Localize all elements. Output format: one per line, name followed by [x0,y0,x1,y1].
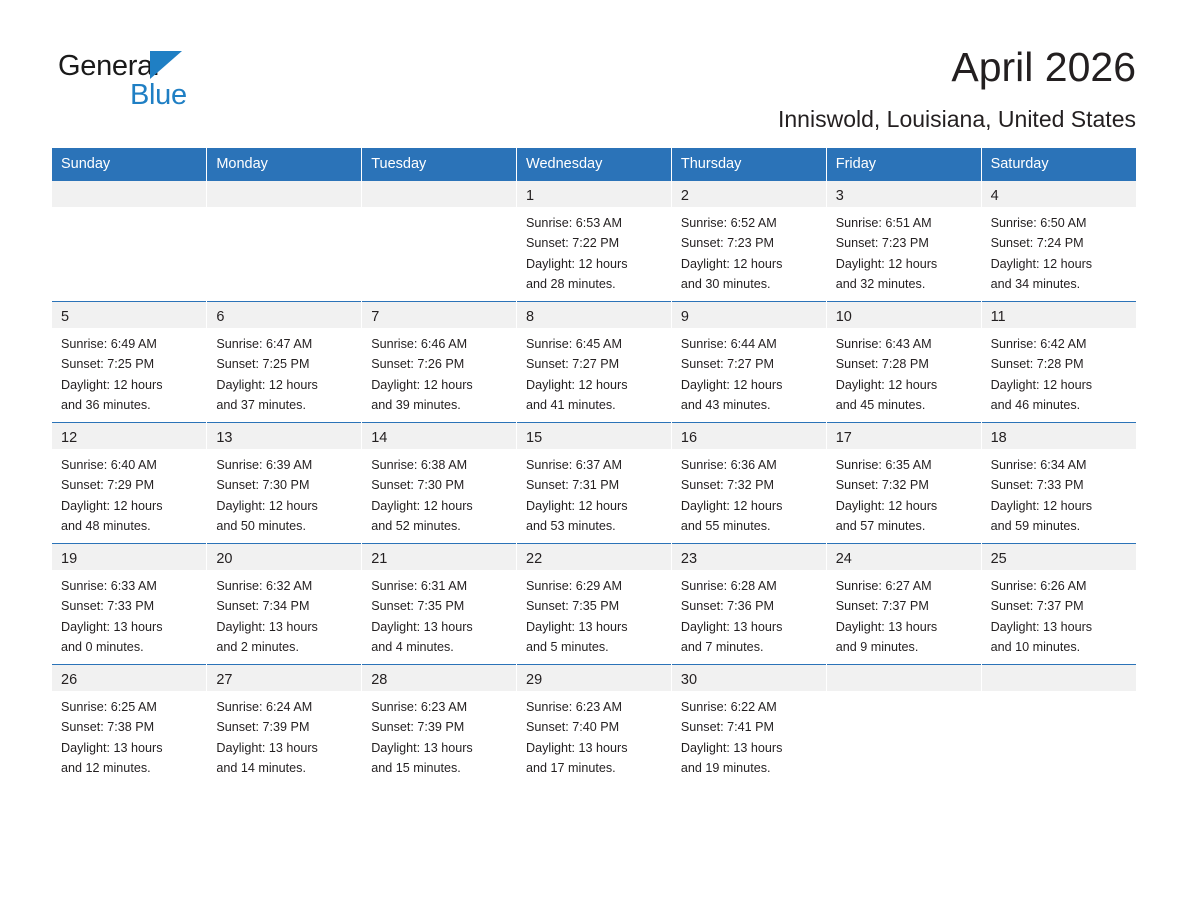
sunrise-sunset-calendar [52,148,1136,785]
day-sun-info-line: Daylight: 12 hours [216,377,318,392]
calendar-day-cell-empty [826,665,981,786]
day-cell-content [982,423,1136,533]
day-sun-info [371,697,507,779]
day-sun-info-line: Daylight: 13 hours [835,619,938,634]
day-sun-info-line: Sunset: 7:22 PM [526,236,620,251]
day-sun-info-line: Sunset: 7:32 PM [835,478,929,493]
day-sun-info-line: Daylight: 12 hours [216,498,318,513]
day-sun-info-line: and 7 minutes. [680,639,764,654]
day-sun-info-line: Sunset: 7:33 PM [61,599,155,614]
calendar-day-cell[interactable] [826,181,981,302]
day-sun-info-line: Sunrise: 6:43 AM [835,336,932,351]
day-sun-info-line: Sunrise: 6:31 AM [371,578,468,593]
day-sun-info-line: Sunrise: 6:26 AM [990,578,1087,593]
day-sun-info-line: Sunset: 7:23 PM [835,236,929,251]
day-cell-content [207,423,361,533]
day-sun-info-line: Sunrise: 6:40 AM [61,457,157,472]
calendar-day-cell[interactable] [52,665,207,786]
general-blue-logo [52,44,202,110]
day-number: 29 [526,672,543,689]
day-sun-info-line: Sunrise: 6:39 AM [216,457,313,472]
day-sun-info-line: Daylight: 13 hours [216,619,318,634]
day-sun-info-line: Daylight: 12 hours [990,498,1093,513]
day-sun-info-line: Sunrise: 6:38 AM [371,457,468,472]
calendar-day-cell[interactable] [981,423,1136,544]
day-sun-info-line: Sunrise: 6:23 AM [371,699,468,714]
day-sun-info [681,334,817,416]
day-sun-info [216,576,352,658]
day-cell-content [52,181,206,288]
day-sun-info-line: Sunset: 7:33 PM [990,478,1084,493]
day-number: 28 [371,672,388,689]
day-sun-info-line: Sunrise: 6:44 AM [680,336,777,351]
day-sun-info-line: Sunrise: 6:33 AM [61,578,157,593]
day-cell-content [672,423,826,533]
calendar-day-cell-empty [207,181,362,302]
day-number: 27 [216,672,233,689]
day-sun-info-line: Daylight: 13 hours [61,619,163,634]
day-cell-content [362,302,516,412]
day-sun-info-line: Sunrise: 6:27 AM [835,578,932,593]
calendar-day-cell[interactable] [671,544,826,665]
calendar-day-cell[interactable] [517,665,672,786]
day-sun-info-line: Daylight: 12 hours [371,377,473,392]
day-number: 4 [990,188,999,205]
day-sun-info [216,697,352,779]
day-number: 17 [835,430,852,447]
page-header [52,0,1136,132]
calendar-day-cell[interactable] [826,544,981,665]
day-sun-info [371,576,507,658]
day-sun-info-line: Sunrise: 6:53 AM [526,215,622,230]
weekday-header-saturday: Saturday [981,148,1136,181]
day-number: 2 [680,188,689,205]
weekday-header-sunday: Sunday [52,148,207,181]
day-sun-info-line: and 30 minutes. [680,276,771,291]
day-sun-info-line: Daylight: 13 hours [61,740,163,755]
day-cell-content [672,544,826,654]
day-sun-info-line: Daylight: 13 hours [680,740,783,755]
day-cell-content [982,181,1136,291]
weekday-header-monday: Monday [207,148,362,181]
day-sun-info-line: Sunrise: 6:28 AM [680,578,777,593]
day-sun-info [371,334,507,416]
day-sun-info-line: Daylight: 12 hours [680,377,783,392]
day-sun-info-line: Sunrise: 6:51 AM [835,215,932,230]
day-sun-info-line: Sunrise: 6:32 AM [216,578,313,593]
day-sun-info-line: and 28 minutes. [526,276,616,291]
day-number: 24 [835,551,852,568]
day-sun-info-line: and 59 minutes. [990,518,1081,533]
day-cell-content [517,665,671,775]
day-number: 18 [990,430,1007,447]
day-number: 11 [990,309,1006,326]
day-cell-content [52,423,206,533]
day-sun-info-line: Daylight: 12 hours [61,377,163,392]
day-cell-content [207,302,361,412]
day-sun-info-line: Sunrise: 6:22 AM [680,699,777,714]
calendar-day-cell[interactable] [362,423,517,544]
day-cell-content [982,544,1136,654]
day-sun-info [991,455,1127,537]
day-sun-info-line: and 46 minutes. [990,397,1081,412]
day-sun-info-line: and 0 minutes. [61,639,144,654]
day-sun-info-line: Sunset: 7:35 PM [371,599,465,614]
calendar-day-cell[interactable] [362,302,517,423]
day-sun-info-line: Daylight: 13 hours [371,740,473,755]
day-cell-content [982,302,1136,412]
day-sun-info [216,455,352,537]
day-sun-info-line: Sunset: 7:30 PM [371,478,465,493]
day-sun-info-line: Sunset: 7:37 PM [990,599,1084,614]
page-title: April 2026 [951,44,1136,90]
title-block [778,44,1136,132]
day-sun-info [61,697,197,779]
day-number: 25 [990,551,1007,568]
day-cell-content [207,544,361,654]
day-sun-info-line: Sunrise: 6:52 AM [680,215,777,230]
day-sun-info [526,576,662,658]
day-cell-content [52,544,206,654]
day-sun-info [991,334,1127,416]
day-sun-info-line: and 53 minutes. [526,518,616,533]
calendar-week-row [52,665,1136,786]
day-sun-info-line: Sunrise: 6:34 AM [990,457,1087,472]
day-sun-info-line: Sunrise: 6:24 AM [216,699,313,714]
day-sun-info-line: Sunset: 7:24 PM [990,236,1084,251]
day-sun-info-line: Daylight: 12 hours [680,498,783,513]
day-cell-content [207,665,361,775]
day-sun-info-line: Sunrise: 6:46 AM [371,336,468,351]
logo-text-general: General [58,50,160,82]
calendar-body [52,181,1136,786]
day-number: 20 [216,551,233,568]
calendar-week-row [52,302,1136,423]
day-number: 22 [526,551,543,568]
day-sun-info [836,455,972,537]
calendar-day-cell[interactable] [826,302,981,423]
day-sun-info-line: Daylight: 12 hours [835,498,938,513]
day-sun-info-line: Sunrise: 6:50 AM [990,215,1087,230]
day-cell-content [672,665,826,775]
logo-text-blue: Blue [130,79,187,111]
day-sun-info-line: Sunset: 7:40 PM [526,720,620,735]
day-number: 21 [371,551,388,568]
location-subtitle: Inniswold, Louisiana, United States [778,106,1136,133]
day-sun-info-line: and 45 minutes. [835,397,926,412]
day-cell-content [672,302,826,412]
calendar-day-cell[interactable] [981,181,1136,302]
day-sun-info [681,576,817,658]
day-sun-info-line: Sunrise: 6:37 AM [526,457,622,472]
day-sun-info-line: Sunrise: 6:45 AM [526,336,622,351]
day-number: 23 [680,551,698,568]
day-sun-info-line: and 4 minutes. [371,639,454,654]
day-sun-info-line: Daylight: 12 hours [526,498,628,513]
day-number: 13 [216,430,233,447]
day-sun-info-line: Daylight: 13 hours [990,619,1093,634]
day-cell-content [362,665,516,775]
weekday-header-wednesday: Wednesday [517,148,672,181]
calendar-day-cell[interactable] [517,181,672,302]
day-sun-info [61,455,197,537]
day-sun-info-line: Daylight: 12 hours [371,498,473,513]
day-sun-info-line: Sunset: 7:39 PM [216,720,310,735]
day-number: 7 [371,309,380,326]
day-sun-info-line: Sunset: 7:25 PM [61,357,155,372]
day-sun-info-line: and 2 minutes. [216,639,299,654]
day-sun-info-line: and 48 minutes. [61,518,151,533]
calendar-day-cell[interactable] [207,665,362,786]
day-number: 3 [835,188,844,205]
day-sun-info-line: Sunset: 7:38 PM [61,720,155,735]
day-sun-info-line: and 36 minutes. [61,397,151,412]
day-sun-info-line: Daylight: 12 hours [526,256,628,271]
day-sun-info [681,213,817,295]
calendar-day-cell[interactable] [362,544,517,665]
day-sun-info-line: Sunrise: 6:36 AM [680,457,777,472]
day-sun-info [216,334,352,416]
day-number: 19 [61,551,78,568]
day-sun-info-line: and 15 minutes. [371,760,461,775]
day-sun-info-line: Sunset: 7:31 PM [526,478,620,493]
calendar-day-cell[interactable] [517,544,672,665]
day-sun-info-line: Sunrise: 6:47 AM [216,336,313,351]
day-sun-info-line: Daylight: 12 hours [835,256,938,271]
day-sun-info-line: and 34 minutes. [990,276,1081,291]
day-sun-info-line: and 52 minutes. [371,518,461,533]
day-sun-info-line: and 17 minutes. [526,760,616,775]
day-sun-info-line: Sunset: 7:35 PM [526,599,620,614]
day-sun-info-line: Daylight: 13 hours [216,740,318,755]
day-cell-content [517,423,671,533]
day-sun-info [681,455,817,537]
calendar-day-cell[interactable] [52,423,207,544]
calendar-day-cell[interactable] [52,544,207,665]
day-sun-info-line: Sunset: 7:32 PM [680,478,774,493]
day-cell-content [827,181,981,291]
day-sun-info [991,576,1127,658]
calendar-day-cell[interactable] [671,423,826,544]
day-number: 6 [216,309,225,326]
day-cell-content [207,181,361,288]
weekday-header-thursday: Thursday [671,148,826,181]
day-sun-info-line: Sunset: 7:37 PM [835,599,929,614]
day-sun-info-line: Sunset: 7:28 PM [835,357,929,372]
calendar-day-cell-empty [52,181,207,302]
calendar-week-row [52,544,1136,665]
weekday-header-friday: Friday [826,148,981,181]
calendar-day-cell[interactable] [207,423,362,544]
weekday-header-tuesday: Tuesday [362,148,517,181]
day-sun-info-line: and 12 minutes. [61,760,151,775]
day-sun-info [526,697,662,779]
day-sun-info-line: and 32 minutes. [835,276,926,291]
calendar-day-cell[interactable] [826,423,981,544]
day-cell-content [362,181,516,288]
calendar-day-cell-empty [981,665,1136,786]
day-cell-content [827,423,981,533]
day-sun-info [836,334,972,416]
day-sun-info-line: and 9 minutes. [835,639,919,654]
day-sun-info-line: Sunrise: 6:35 AM [835,457,932,472]
day-sun-info-line: and 39 minutes. [371,397,461,412]
day-sun-info [836,576,972,658]
day-sun-info-line: Sunrise: 6:42 AM [990,336,1087,351]
day-sun-info-line: Sunset: 7:39 PM [371,720,465,735]
day-sun-info-line: Daylight: 13 hours [680,619,783,634]
day-sun-info [526,455,662,537]
day-sun-info-line: Sunrise: 6:23 AM [526,699,622,714]
calendar-week-row [52,423,1136,544]
calendar-day-cell[interactable] [517,423,672,544]
day-cell-content [827,665,981,772]
day-sun-info-line: and 55 minutes. [680,518,771,533]
day-number: 15 [526,430,543,447]
day-sun-info [836,213,972,295]
day-sun-info-line: Daylight: 13 hours [371,619,473,634]
calendar-header-row [52,148,1136,181]
day-sun-info-line: Daylight: 12 hours [526,377,628,392]
day-sun-info-line: Sunset: 7:23 PM [680,236,774,251]
calendar-day-cell[interactable] [207,302,362,423]
logo-triangle-icon [150,51,182,79]
day-number: 9 [680,309,689,326]
day-sun-info [991,213,1127,295]
calendar-day-cell[interactable] [671,665,826,786]
day-sun-info-line: Sunrise: 6:49 AM [61,336,157,351]
day-cell-content [672,181,826,291]
day-sun-info-line: and 43 minutes. [680,397,771,412]
day-sun-info-line: Daylight: 12 hours [990,256,1093,271]
day-sun-info-line: and 10 minutes. [990,639,1081,654]
day-sun-info [681,697,817,779]
day-number: 5 [61,309,70,326]
day-sun-info-line: Daylight: 13 hours [526,740,628,755]
day-sun-info-line: Sunset: 7:29 PM [61,478,155,493]
day-cell-content [362,544,516,654]
calendar-day-cell[interactable] [517,302,672,423]
day-sun-info-line: Daylight: 13 hours [526,619,628,634]
day-number: 26 [61,672,78,689]
day-number: 14 [371,430,388,447]
day-cell-content [52,302,206,412]
day-sun-info-line: Sunset: 7:30 PM [216,478,310,493]
day-sun-info-line: and 14 minutes. [216,760,306,775]
day-sun-info-line: Sunset: 7:41 PM [680,720,774,735]
day-sun-info-line: Sunrise: 6:29 AM [526,578,622,593]
day-number: 30 [680,672,698,689]
calendar-day-cell[interactable] [207,544,362,665]
calendar-day-cell[interactable] [981,302,1136,423]
day-number: 16 [680,430,698,447]
day-sun-info-line: and 41 minutes. [526,397,616,412]
day-sun-info-line: and 50 minutes. [216,518,306,533]
day-sun-info-line: Sunrise: 6:25 AM [61,699,157,714]
day-number: 1 [526,188,535,205]
day-cell-content [827,302,981,412]
calendar-day-cell[interactable] [52,302,207,423]
day-number: 12 [61,430,78,447]
calendar-day-cell[interactable] [362,665,517,786]
calendar-day-cell-empty [362,181,517,302]
day-cell-content [517,544,671,654]
day-number: 8 [526,309,535,326]
day-cell-content [827,544,981,654]
day-sun-info [526,213,662,295]
day-sun-info-line: and 19 minutes. [680,760,771,775]
day-sun-info-line: Sunset: 7:36 PM [680,599,774,614]
day-sun-info-line: Daylight: 12 hours [680,256,783,271]
day-sun-info-line: Daylight: 12 hours [61,498,163,513]
day-number: 10 [835,309,852,326]
day-cell-content [52,665,206,775]
day-cell-content [362,423,516,533]
day-cell-content [982,665,1136,772]
day-cell-content [517,302,671,412]
calendar-day-cell[interactable] [671,181,826,302]
calendar-day-cell[interactable] [671,302,826,423]
day-cell-content [517,181,671,291]
day-sun-info [61,334,197,416]
day-sun-info-line: Sunset: 7:25 PM [216,357,310,372]
day-sun-info-line: Sunset: 7:26 PM [371,357,465,372]
day-sun-info-line: Daylight: 12 hours [990,377,1093,392]
day-sun-info-line: Sunset: 7:27 PM [680,357,774,372]
day-sun-info-line: Daylight: 12 hours [835,377,938,392]
day-sun-info-line: Sunset: 7:34 PM [216,599,310,614]
day-sun-info-line: and 5 minutes. [526,639,609,654]
day-sun-info-line: Sunset: 7:27 PM [526,357,620,372]
day-sun-info [526,334,662,416]
calendar-day-cell[interactable] [981,544,1136,665]
calendar-week-row [52,181,1136,302]
day-sun-info [371,455,507,537]
day-sun-info-line: and 57 minutes. [835,518,926,533]
day-sun-info-line: and 37 minutes. [216,397,306,412]
day-sun-info-line: Sunset: 7:28 PM [990,357,1084,372]
day-sun-info [61,576,197,658]
